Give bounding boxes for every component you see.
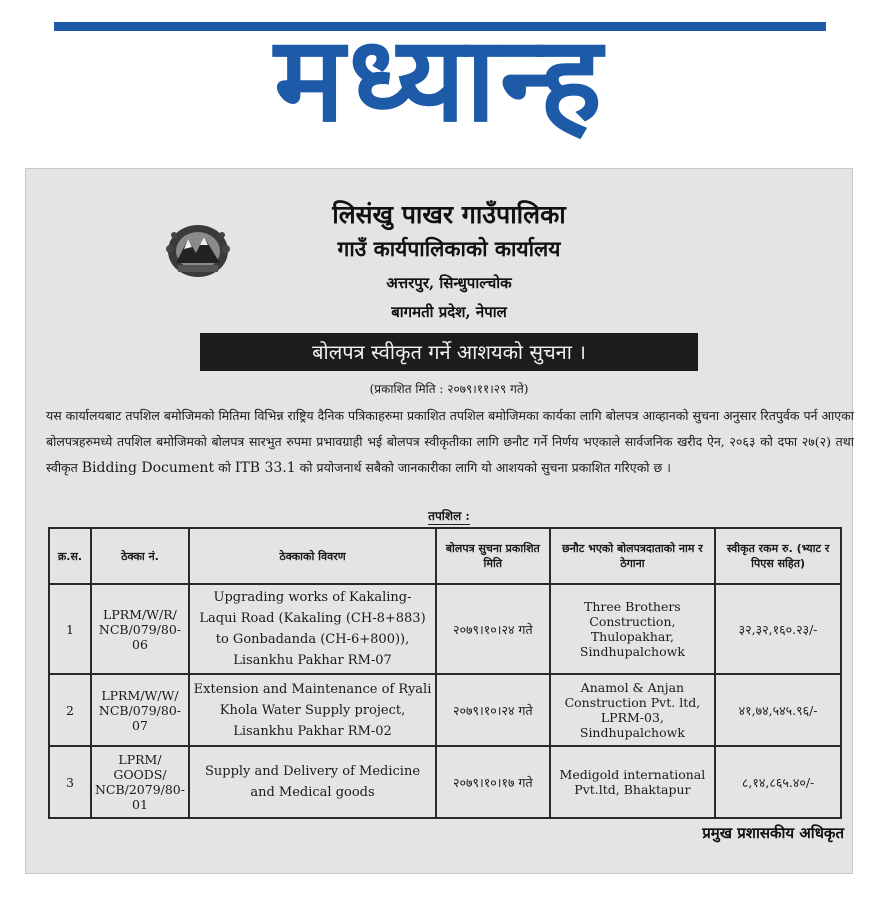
row-bidder: Three Brothers Construction, Thulopakhar, Sindhupalchowk (550, 584, 716, 674)
row-description: Supply and Delivery of Medicine and Medical goods (189, 746, 436, 818)
notice-body (44, 175, 854, 865)
bid-award-table (48, 527, 842, 819)
header-selected-bidder: छनौट भएको बोलपत्रदाताको नाम र ठेगाना (550, 528, 716, 584)
header-notice-date: बोलपत्र सुचना प्रकाशित मिति (436, 528, 550, 584)
paragraph-part-2: को (218, 460, 231, 475)
header-approved-amount: स्वीकृत रकम रु. (भ्याट र पिएस सहित) (715, 528, 841, 584)
row-contract-no: LPRM/W/R/ NCB/079/80- 06 (91, 584, 189, 674)
municipality-name: लिसंखु पाखर गाउँपालिका (332, 200, 566, 229)
row-contract-no: LPRM/W/W/ NCB/079/80- 07 (91, 674, 189, 746)
notice-clipping (25, 168, 853, 874)
row-description: Extension and Maintenance of Ryali Khola Water Supply project, Lisankhu Pakhar RM-02 (189, 674, 436, 746)
row-notice-date: २०७९।१०।२४ गते (436, 584, 550, 674)
row-notice-date: २०७९।१०।२४ गते (436, 674, 550, 746)
publication-date: (प्रकाशित मिति : २०७९।११।२९ गते) (369, 382, 529, 396)
row-amount: ४१,७४,५४५.९६/- (715, 674, 841, 746)
header-contract-no: ठेक्का नं. (91, 528, 189, 584)
row-contract-no: LPRM/ GOODS/ NCB/2079/80- 01 (91, 746, 189, 818)
row-bidder: Medigold international Pvt.ltd, Bhaktapur (550, 746, 716, 818)
row-serial: 1 (49, 584, 91, 674)
schedule-heading (44, 507, 854, 524)
row-bidder: Anamol & Anjan Construction Pvt. ltd, LPRM-03, Sindhupalchowk (550, 674, 716, 746)
header-serial: क्र.स. (49, 528, 91, 584)
paragraph-part-1: यस कार्यालयबाट तपशिल बमोजिमको मितिमा विभिन्न राष्ट्रिय दैनिक पत्रिकाहरुमा प्रकाशित तपशिल बमोजिमका कार्यका लागि बोलपत्र आव्हानको सुचना अनुसार रितपुर्वक पर्न आएका बोलपत्रहरुमध्ये तपशिल बमोजिमको बोलपत्र सारभुत रुपमा प्रभावग्राही भई बोलपत्र स्वीकृतीका लागि छनौट गर्ने निर्णय भएकाले सार्वजनिक खरीद ऐन, २०६३ को दफा २७(२) तथा स्वीकृत (46, 408, 854, 475)
table-row (49, 674, 841, 746)
office-address: अत्तरपुर, सिन्धुपाल्चोक (386, 274, 512, 292)
row-serial: 3 (49, 746, 91, 818)
table-row (49, 746, 841, 818)
row-amount: ३२,३२,१६०.२३/- (715, 584, 841, 674)
notice-paragraph (46, 403, 854, 481)
signatory-title: प्रमुख प्रशासकीय अधिकृत (702, 824, 844, 842)
table-header-row (49, 528, 841, 584)
paragraph-part-3: को प्रयोजनार्थ सबैको जानकारीका लागि यो आशयको सुचना प्रकाशित गरिएको छ । (299, 460, 671, 475)
paragraph-itb-clause: ITB 33.1 (234, 460, 296, 476)
province-line: बागमती प्रदेश, नेपाल (391, 303, 507, 321)
row-notice-date: २०७९।१०।१७ गते (436, 746, 550, 818)
schedule-label: तपशिल : (428, 509, 470, 523)
masthead-logo: मध्यान्ह (274, 10, 606, 148)
table-row (49, 584, 841, 674)
paragraph-bidding-document: Bidding Document (81, 460, 215, 476)
row-serial: 2 (49, 674, 91, 746)
office-name: गाउँ कार्यपालिकाको कार्यालय (337, 236, 561, 261)
newspaper-masthead (0, 0, 869, 150)
row-amount: ८,१४,८६५.४०/- (715, 746, 841, 818)
header-contract-description: ठेक्काको विवरण (189, 528, 436, 584)
notice-title-banner: बोलपत्र स्वीकृत गर्ने आशयको सुचना । (200, 333, 698, 371)
row-description: Upgrading works of Kakaling- Laqui Road (Kakaling (CH-8+883) to Gonbadanda (CH-6+800)), Lisankhu Pakhar RM-07 (189, 584, 436, 674)
